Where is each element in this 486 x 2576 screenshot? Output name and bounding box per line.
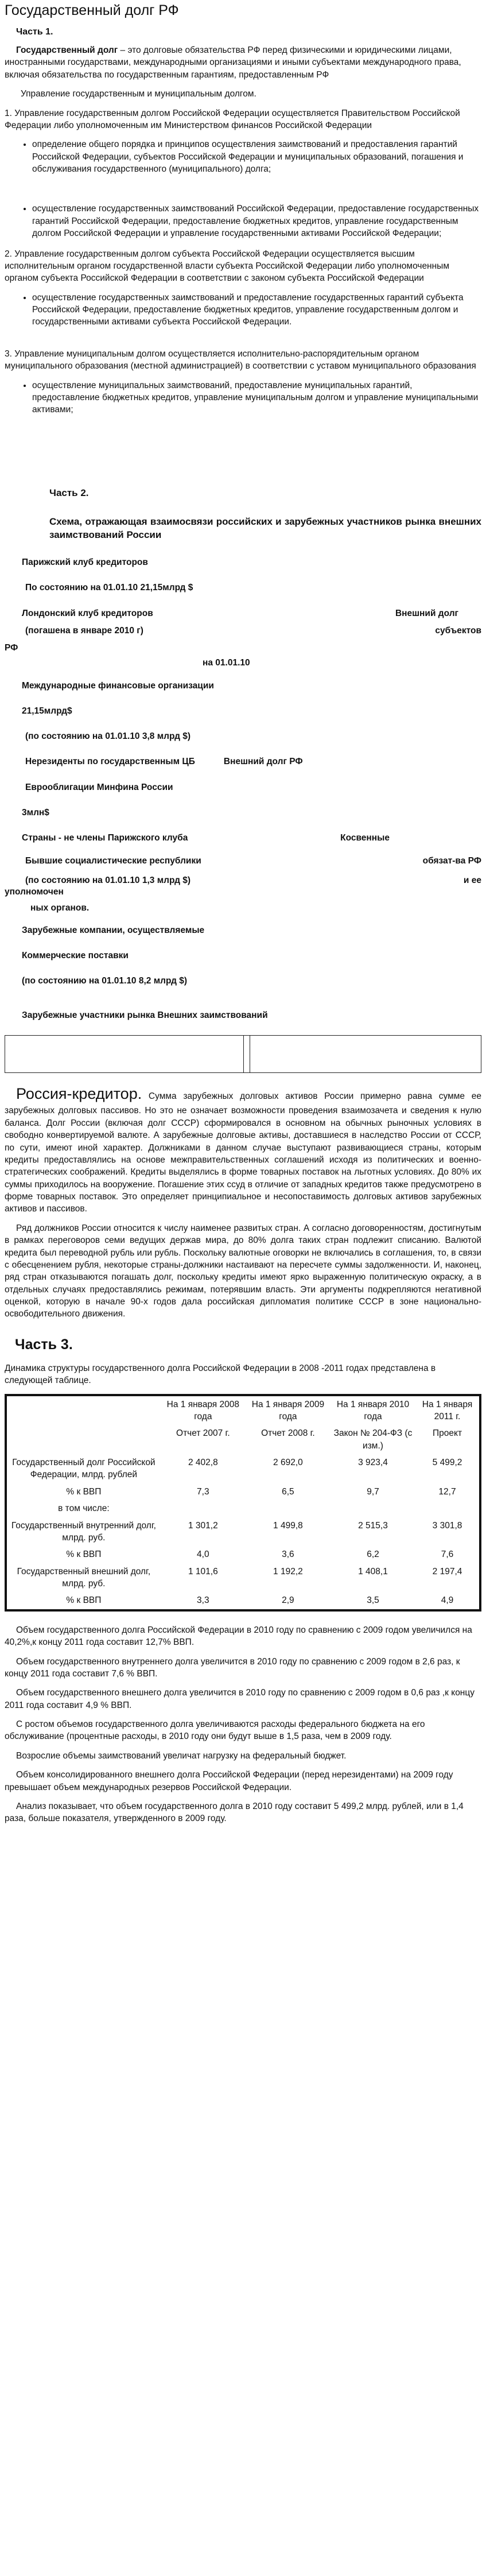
mgmt-paragraph-1: 1. Управление государственным долгом Российской Федерации осуществляется Правительством Российской Федерации либо уполномоченным им Министерством финансов Российской Федерации: [5, 108, 460, 130]
list-item: • осуществление государственных заимствований Российской Федерации, предоставление государственных гарантий Российской Федерации, предоставление бюджетных кредитов, управление государственным долгом Российской Федерации и управление государственными активами Российской Федерации;: [32, 203, 481, 239]
former-sum: (по состоянию на 01.01.10 1,3 млрд $): [25, 876, 191, 886]
table-cell: 2,9: [282, 1595, 294, 1606]
date-label: на 01.01.10: [203, 657, 250, 668]
list-item: • осуществление муниципальных заимствований, предоставление муниципальных гарантий, предоставление бюджетных кредитов, управление муниципальным долгом и управление муниципальными активами;: [32, 379, 481, 416]
scheme-block-3: [5, 925, 481, 1022]
indirect-label: Косвенные: [340, 832, 390, 843]
commercial-supplies: Коммерческие поставки: [22, 950, 129, 960]
table-subheader-cell: Отчет 2007 г.: [176, 1428, 230, 1439]
table-cell: 1 101,6: [188, 1566, 218, 1576]
authorized-label: уполномочен: [5, 887, 64, 897]
debt-table: [5, 1394, 481, 1612]
creditor-paragraph-2: Ряд должников России относится к числу наименее развитых стран. А согласно договоренностям, достигнутым в рамках переговоров семи ведущих держав мира, до 80% долга таких стран подлежит списанию. Валютой кредита был переводной рубль или рубль. Поскольку валютные оговорки не включались в соглашения, то, в связи с обесценением рубля, некоторые страны-должники настаивают на пересчете суммы задолженности. И, наконец, ряд стран отказываются погашать долг, поскольку кредиты имеют ярко выраженную политическую окраску, а в отдельных случаях предоставлялись режимам, потерявшим власть. Эти аргументы подкрепляются негативной оценкой, которую в начале 90-х годов дала российская дипломатия политике СССР в зоне национально-освободительного движения.: [5, 1223, 481, 1319]
analysis-paragraph: Возрослие объемы заимствований увеличат нагрузку на федеральный бюджет.: [16, 1750, 347, 1761]
subjects-label: субъектов: [435, 625, 481, 636]
table-header-cell: На 1 января 2010 года: [336, 1399, 410, 1421]
table-cell: 3,5: [367, 1595, 379, 1606]
london-repaid: (погашена в январе 2010 г): [25, 625, 143, 636]
table-cell: 1 192,2: [273, 1566, 303, 1576]
table-cell: 3 301,8: [432, 1520, 462, 1531]
table-cell: 2 515,3: [358, 1520, 388, 1531]
table-header-cell: На 1 января 2011 г.: [422, 1399, 473, 1421]
scheme-block: [5, 557, 481, 637]
creditor-text: Сумма зарубежных долговых активов России примерно равна сумме ее зарубежных долговых пассивов. Но это не означает возможности проведения взаимозачета и сведения к нулю баланса. Долг России (включая долг СССР) сформировался в основном на обычных рыночных условиях в свободно конвертируемой валюте. А зарубежные долговые активы, доставшиеся в наследство России от СССР, по сути, имеют иной характер. Должниками в данном случае выступают развивающиеся страны, которым кредиты предоставлялись на основе межправительственных соглашений исходя из политических и военно-стратегических соображений. Кредиты выделялись в форме товарных поставок на льготных условиях. До 80% их суммы приходилось на вооружение. Погашение этих ссуд в отличие от западных кредитов также предусмотрено в форме товарных поставок. Это определяет принципиальное и несопоставимость долговых активов зарубежных активов и пассивов.: [5, 1091, 481, 1214]
paris-club-sum: По состоянию на 01.01.10 21,15млрд $: [25, 583, 193, 593]
table-cell: 2 197,4: [432, 1566, 462, 1576]
rf-label: РФ: [5, 642, 18, 653]
analysis-paragraph: Объем государственного долга Российской Федерации в 2010 году по сравнению с 2009 годом увеличился на 40,2%,к концу 2011 года составит 12,7% ВВП.: [5, 1625, 472, 1648]
table-row: [6, 1500, 480, 1517]
eurobonds-sum: 3млн$: [22, 807, 49, 818]
table-cell: 6,2: [367, 1550, 379, 1560]
former-republics: Бывшие социалистические республики: [25, 856, 201, 866]
page-title: Государственный долг РФ: [5, 2, 179, 18]
analysis-paragraph: Объем государственного внутреннего долга увеличится в 2010 году по сравнению с 2009 годом в 2,6 раз, к концу 2011 года составит 7,6 % ВВП.: [5, 1656, 460, 1679]
external-debt-label: Внешний долг: [395, 608, 458, 618]
table-row: [6, 1546, 480, 1563]
mgmt-list-3: [5, 379, 481, 416]
table-cell: % к ВВП: [66, 1595, 102, 1606]
table-intro: Динамика структуры государственного долга Российской Федерации в 2008 -2011 годах представлена в следующей таблице.: [5, 1363, 436, 1386]
obligations-label: обязат-ва РФ: [422, 856, 481, 866]
table-header-row: [6, 1395, 480, 1425]
london-club: Лондонский клуб кредиторов: [22, 608, 153, 618]
table-cell: 1 301,2: [188, 1520, 218, 1531]
mgmt-list-1: [5, 138, 481, 239]
table-cell: 3 923,4: [358, 1458, 388, 1468]
table-subheader-cell: Проект: [432, 1428, 462, 1439]
table-cell: [161, 1500, 246, 1517]
part2-heading: Часть 2.: [49, 487, 89, 498]
table-cell: в том числе:: [58, 1504, 110, 1514]
table-row: [6, 1592, 480, 1610]
analysis-paragraph: Объем консолидированного внешнего долга Российской Федерации (перед нерезидентами) на 2009 году превышает объем международных резервов Российской Федерации.: [5, 1770, 453, 1792]
table-cell: 2 692,0: [273, 1458, 303, 1468]
table-row: [6, 1563, 480, 1593]
mgmt-paragraph-2: 2. Управление государственным долгом субъекта Российской Федерации осуществляется высшим исполнительным органом государственной власти субъекта Российской Федерации либо уполномоченным органом субъекта Российской Федерации в соответствии с законом субъекта Российской Федерации: [5, 249, 449, 284]
scheme-block-2: [5, 680, 481, 886]
table-cell: [415, 1500, 480, 1517]
table-cell: 6,5: [282, 1486, 294, 1497]
table-cell: 7,3: [197, 1486, 209, 1497]
table-cell: 4,0: [197, 1550, 209, 1560]
foreign-participants: Зарубежные участники рынка Внешних заимствований: [22, 1010, 268, 1021]
table-cell: 3,3: [197, 1595, 209, 1606]
analysis-paragraph: Анализ показывает, что объем государственного долга в 2010 году составит 5 499,2 млрд. рублей, или в 1,4 раза, больше показателя, утвержденного в 2009 году.: [5, 1801, 464, 1824]
table-cell: [331, 1500, 415, 1517]
table-header-cell: На 1 января 2009 года: [251, 1399, 325, 1421]
table-cell: 3,6: [282, 1550, 294, 1560]
intl-orgs: Международные финансовые организации: [22, 681, 214, 691]
table-subheader-cell: [6, 1425, 161, 1454]
table-cell: 1 408,1: [358, 1566, 388, 1576]
table-row: [6, 1517, 480, 1547]
nonresidents: Нерезиденты по государственным ЦБ: [25, 757, 195, 767]
list-item: • осуществление государственных заимствований и предоставление государственных гарантий субъекта Российской Федерации, предоставление бюджетных кредитов, управление государственным долгом и государственными активами субъекта Российской Федерации.: [32, 292, 481, 328]
commercial-sum: (по состоянию на 01.01.10 8,2 млрд $): [22, 975, 188, 986]
paris-club: Парижский клуб кредиторов: [22, 557, 148, 568]
table-subheader-row: [6, 1425, 480, 1454]
table-cell: 12,7: [438, 1486, 456, 1497]
table-row: [6, 1454, 480, 1483]
part1-heading: Часть 1.: [16, 27, 53, 37]
mgmt-paragraph-3: 3. Управление муниципальным долгом осуществляется исполнительно-распорядительным органом муниципального образования (местной администрацией) в соответствии с уставом муниципального образования: [5, 348, 476, 371]
table-header-cell: [6, 1395, 161, 1425]
table-cell: 2 402,8: [188, 1458, 218, 1468]
table-cell: 5 499,2: [432, 1458, 462, 1468]
intl-orgs-sum2: (по состоянию на 01.01.10 3,8 млрд $): [25, 731, 191, 742]
table-cell: [246, 1500, 331, 1517]
part3-heading: Часть 3.: [15, 1336, 73, 1353]
table-cell: 1 499,8: [273, 1520, 303, 1531]
debt-table-wrap: [5, 1394, 481, 1612]
creditor-heading: Россия-кредитор.: [16, 1085, 142, 1103]
creditor-paragraph-1: [5, 1083, 481, 1215]
definition-text: – это долговые обязательства РФ перед физическими и юридическими лицами, иностранными государствами, международными организациями и иными субъектами международного права, включая обязательства по государственным гарантиям, предоставленным РФ: [5, 45, 461, 80]
bodies-label: ных органов.: [30, 903, 90, 913]
foreign-companies: Зарубежные компании, осуществляемые: [22, 925, 205, 935]
table-cell: 7,6: [441, 1550, 454, 1560]
management-heading: Управление государственным и муниципальным долгом.: [21, 89, 256, 99]
table-cell: % к ВВП: [66, 1550, 102, 1560]
ext-debt-rf: Внешний долг РФ: [223, 757, 303, 767]
and-its-label: и ее: [463, 876, 481, 886]
eurobonds: Еврооблигации Минфина России: [25, 782, 173, 792]
table-cell: 9,7: [367, 1486, 379, 1497]
mgmt-list-2: [5, 292, 481, 328]
table-cell: 4,9: [441, 1595, 454, 1606]
nonparis-countries: Страны - не члены Парижского клуба: [22, 832, 188, 843]
scheme-box: [5, 1035, 481, 1073]
table-cell: Государственный внутренний долг, млрд. руб.: [11, 1520, 156, 1543]
scheme-subtitle: Схема, отражающая взаимосвязи российских и зарубежных участников рынка внешних заимствований России: [49, 516, 481, 541]
table-cell: % к ВВП: [66, 1486, 102, 1497]
table-subheader-cell: Отчет 2008 г.: [261, 1428, 315, 1439]
table-row: [6, 1483, 480, 1500]
definition-paragraph: [5, 44, 481, 81]
intl-orgs-sum: 21,15млрд$: [22, 706, 72, 716]
table-subheader-cell: Закон № 204-ФЗ (с изм.): [333, 1428, 413, 1451]
analysis-paragraph: С ростом объемов государственного долга увеличиваются расходы федерального бюджета на его обслуживание (процентные расходы, в 2010 году они будут выше в 1,5 раза, чем в 2009 году.: [5, 1719, 425, 1742]
box-divider: [243, 1036, 250, 1072]
definition-term: Государственный долг: [16, 45, 118, 55]
table-cell: Государственный внешний долг, млрд. руб.: [17, 1566, 151, 1589]
table-cell: Государственный долг Российской Федерации, млрд. рублей: [12, 1458, 155, 1480]
list-item: • определение общего порядка и принципов осуществления заимствований и предоставления гарантий Российской Федерации, субъектов Российской Федерации и муниципальных образований, погашения и обслуживания государственного (муниципального) долга;: [32, 138, 481, 175]
table-header-cell: На 1 января 2008 года: [166, 1399, 239, 1421]
analysis-paragraph: Объем государственного внешнего долга увеличится в 2010 году по сравнению с 2009 годом в 0,6 раз ,к концу 2011 года составит 4,9 % ВВП.: [5, 1688, 475, 1710]
